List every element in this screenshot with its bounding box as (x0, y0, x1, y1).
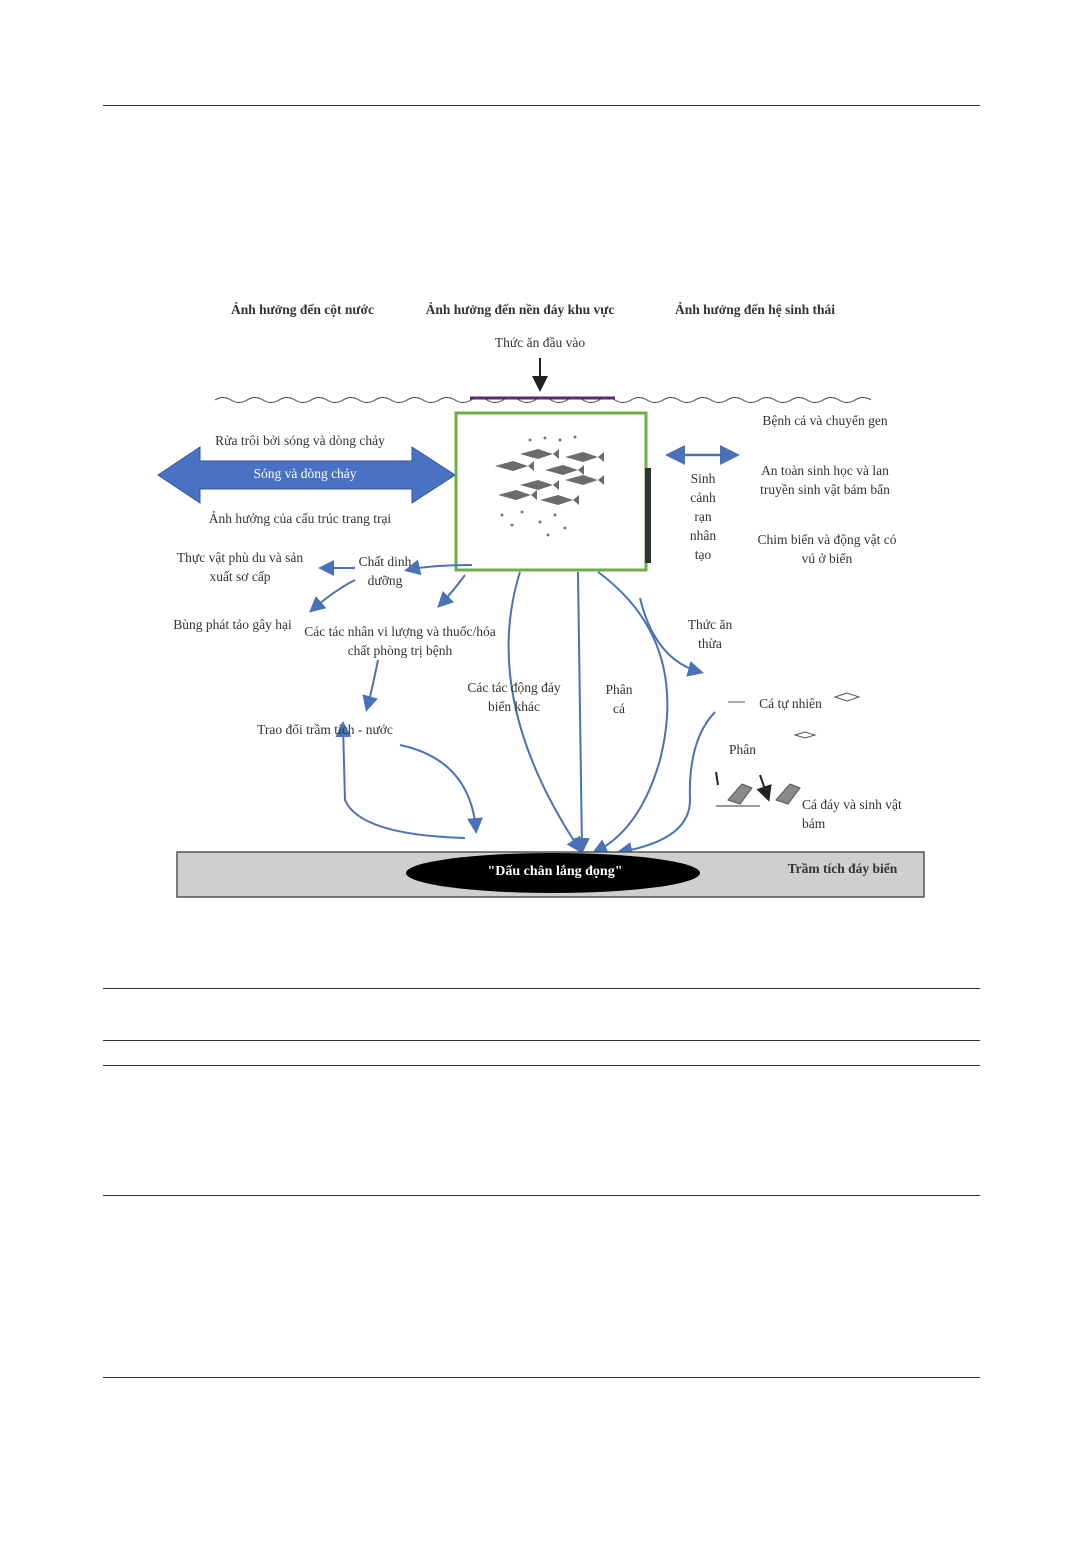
nutrients-label: Chất dinh dưỡng (358, 554, 412, 588)
header-seabed: Ảnh hưởng đến nền đáy khu vực (425, 302, 615, 317)
feces-label: Phân (729, 742, 756, 757)
cage-to-chem-arrow (440, 575, 465, 605)
benthic-fish-label: Cá đáy và sinh vật bám (802, 797, 902, 831)
footprint-label: "Dấu chân lắng đọng" (487, 864, 623, 879)
sediment-water-label: Trao đổi trầm tích - nước (257, 722, 393, 737)
wild-fish-arrow (620, 712, 715, 852)
feed-input-label: Thức ăn đầu vào (494, 335, 586, 350)
uneaten-feed-label: Thức ăn thừa (687, 617, 733, 651)
other-benthic-label: Các tác động đáy biển khác (467, 680, 561, 714)
header-water-column: Ảnh hưởng đến cột nước (231, 302, 374, 317)
washed-label: Rửa trôi bởi sóng và dòng chảy (215, 433, 385, 448)
benthic-fish-icon (716, 772, 800, 806)
fish-cage (456, 413, 646, 570)
currents-label: Sóng và dòng chảy (253, 466, 357, 481)
fish-feces-label: Phân cá (605, 682, 633, 716)
biosecurity-label: An toàn sinh học và lan truyền sinh vật bám bẩn (760, 463, 890, 497)
phytoplankton-label: Thực vật phù du và sản xuất sơ cấp (176, 550, 304, 584)
algal-bloom-label: Bùng phát tảo gây hại (173, 617, 292, 632)
header-ecosystem: Ảnh hưởng đến hệ sinh thái (674, 302, 836, 317)
trace-chem-label: Các tác nhân vi lượng và thuốc/hóa chất phòng trị bệnh (304, 624, 496, 658)
farm-structure-label: Ảnh hưởng của cấu trúc trang trại (208, 511, 392, 526)
exchange-down-arrow (400, 745, 476, 830)
feces-arrow (578, 572, 582, 850)
exchange-up-arrow (343, 725, 465, 838)
reef-post (645, 468, 651, 563)
wild-fish-label: Cá tự nhiên (759, 696, 822, 711)
artificial-reef-label: Sinh cảnh rạn nhân tạo (689, 471, 717, 562)
nutrients-to-bloom-arrow (312, 580, 355, 610)
seabed-sediment-label: Trầm tích đáy biển (787, 861, 898, 876)
chem-to-exchange-arrow (367, 660, 378, 708)
disease-label: Bệnh cá và chuyển gen (762, 413, 888, 428)
seabirds-label: Chim biển và động vật có vú ở biển (757, 532, 897, 566)
